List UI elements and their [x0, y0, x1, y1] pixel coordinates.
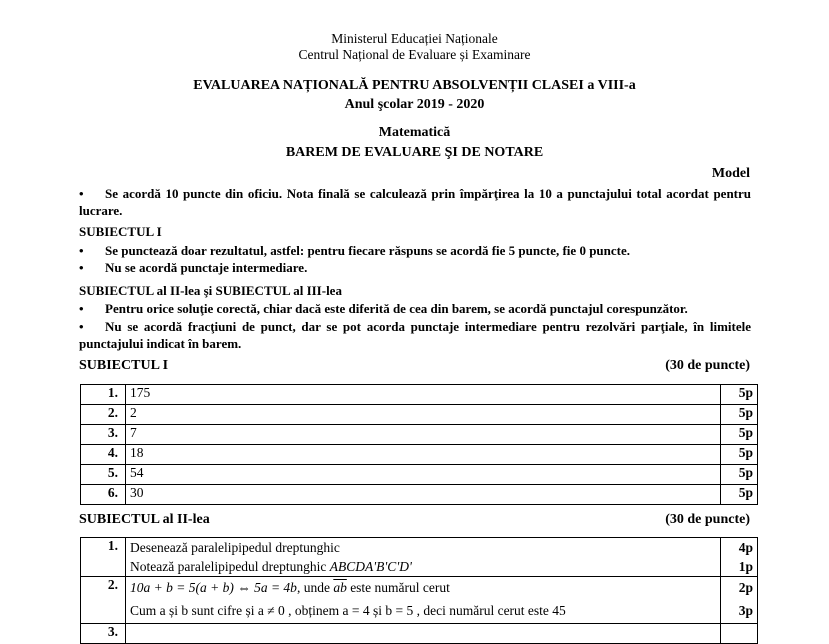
subiect2-table	[80, 537, 758, 644]
subiect1-points: (30 de puncte)	[665, 358, 750, 373]
row-number: 1.	[81, 538, 126, 577]
table-row	[81, 577, 758, 624]
center-name: Centrul Național de Evaluare și Examinare	[298, 47, 531, 62]
row-line-text: este numărul cerut	[346, 580, 450, 595]
subiect23-notes-heading: SUBIECTUL al II-lea şi SUBIECTUL al III-lea	[79, 283, 342, 298]
subiect1-note-1-text: Se punctează doar rezultatul, astfel: pentru fiecare răspuns se acordă fie 5 puncte, fie 0 puncte.	[105, 243, 631, 258]
points-value: 3p	[738, 603, 753, 618]
table-row	[81, 425, 758, 445]
table-row	[81, 465, 758, 485]
row-answer: 30	[126, 485, 721, 505]
row-points: 5p	[721, 385, 758, 405]
row-points	[721, 538, 758, 577]
subject-name: Matematică	[378, 125, 451, 140]
subiect1-notes-heading: SUBIECTUL I	[79, 224, 162, 239]
row-number: 3.	[81, 425, 126, 445]
bullet: •	[79, 186, 84, 201]
row-line-text: , unde	[296, 580, 334, 595]
row-number: 5.	[81, 465, 126, 485]
general-note-text: Se acordă 10 puncte din oficiu. Nota finală se calculează prin împărţirea la 10 a punctajului total acordat pentru lucrare.	[79, 186, 751, 218]
table-row	[81, 385, 758, 405]
solid-name: ABCDA'B'C'D'	[329, 559, 412, 574]
table-row	[81, 445, 758, 465]
points-value: 1p	[738, 559, 753, 574]
equation: 10a + b = 5(a + b) ⇔ 5a = 4b	[130, 580, 297, 595]
points-value: 2p	[738, 580, 753, 595]
exam-title: EVALUAREA NAȚIONALĂ PENTRU ABSOLVENȚII CLASEI a VIII-a	[193, 78, 636, 93]
row-number: 4.	[81, 445, 126, 465]
row-answer: 175	[126, 385, 721, 405]
table-row	[81, 485, 758, 505]
row-line-text: Notează paralelipipedul dreptunghic	[130, 559, 330, 574]
ministry-name: Ministerul Educației Naționale	[331, 31, 498, 46]
row-answer: 18	[126, 445, 721, 465]
row-points	[721, 577, 758, 624]
row-number: 6.	[81, 485, 126, 505]
row-answer: 7	[126, 425, 721, 445]
subiect1-note-2	[79, 259, 751, 276]
row-answer: 2	[126, 405, 721, 425]
subiect1-note-1	[79, 242, 751, 259]
subiect1-note-2-text: Nu se acordă punctaje intermediare.	[105, 260, 308, 275]
row-line: Desenează paralelipipedul dreptunghic	[130, 540, 340, 555]
row-points: 5p	[721, 465, 758, 485]
school-year: Anul şcolar 2019 - 2020	[344, 97, 485, 112]
row-points: 5p	[721, 445, 758, 465]
bullet: •	[79, 301, 84, 316]
row-number: 2.	[81, 405, 126, 425]
bullet: •	[79, 260, 84, 275]
subiect23-note-2	[79, 318, 751, 352]
row-line: Cum a și b sunt cifre și a ≠ 0 , obținem a = 4 și b = 5 , deci numărul cerut este 45	[130, 603, 566, 618]
model-label: Model	[711, 166, 750, 181]
table-row	[81, 405, 758, 425]
bullet: •	[79, 319, 84, 334]
number-ab: $\overline{ab}$	[333, 580, 347, 595]
subiect23-note-1	[79, 300, 751, 317]
row-answer: 54	[126, 465, 721, 485]
row-points: 5p	[721, 405, 758, 425]
subiect1-title: SUBIECTUL I	[79, 358, 169, 373]
row-number: 1.	[81, 385, 126, 405]
subiect2-title: SUBIECTUL al II-lea	[79, 512, 210, 527]
subiect1-table	[80, 384, 758, 505]
barem-title: BAREM DE EVALUARE ŞI DE NOTARE	[285, 145, 544, 160]
row-number: 2.	[81, 577, 126, 624]
row-points: 5p	[721, 485, 758, 505]
row-content	[126, 577, 721, 624]
row-content	[126, 538, 721, 577]
row-line	[130, 557, 716, 576]
points-value: 4p	[738, 540, 753, 555]
subiect2-points: (30 de puncte)	[665, 512, 750, 527]
general-note	[79, 185, 751, 219]
row-content	[126, 624, 721, 644]
bullet: •	[79, 243, 84, 258]
row-points: 5p	[721, 425, 758, 445]
subiect23-note-2-text: Nu se acordă fracţiuni de punct, dar se pot acorda punctaje intermediare pentru rezolvări parţiale, în limitele punctajului indicat în barem.	[79, 319, 751, 351]
table-row	[81, 538, 758, 577]
subiect23-note-1-text: Pentru orice soluţie corectă, chiar dacă este diferită de cea din barem, se acordă punctajul corespunzător.	[105, 301, 688, 316]
row-number: 3.	[81, 624, 126, 644]
table-row	[81, 624, 758, 644]
row-line	[130, 577, 716, 599]
row-points	[721, 624, 758, 644]
